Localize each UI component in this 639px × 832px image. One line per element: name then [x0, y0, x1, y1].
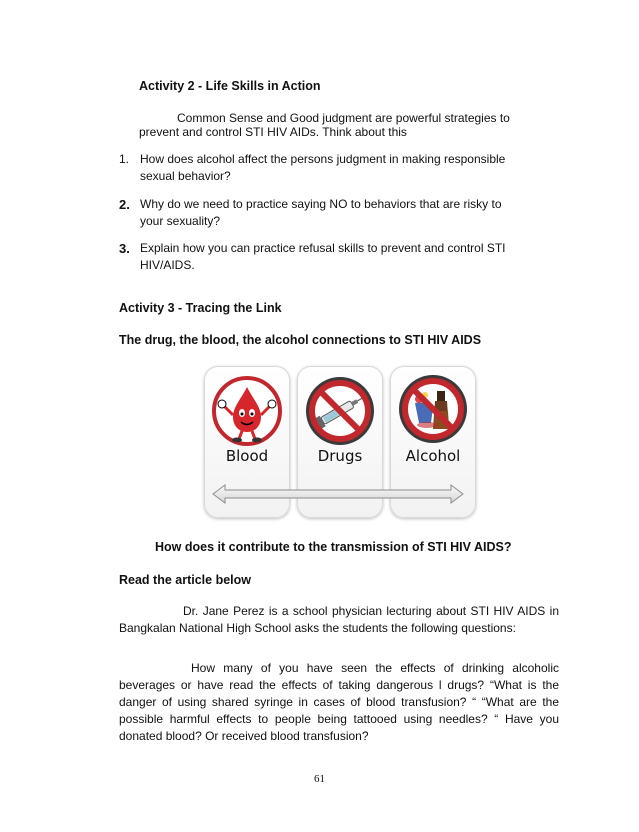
contribution-question: How does it contribute to the transmission of STI HIV AIDS?: [155, 540, 512, 554]
question-item: [140, 240, 560, 274]
question-line: your sexuality?: [140, 214, 221, 228]
question-line: HIV/AIDS.: [140, 258, 195, 272]
item-number: 3.: [119, 241, 130, 256]
article-paragraph-2: How many of you have seen the effects of drinking alcoholic beverages or have read the effects of taking dangerous l drugs? “What is the danger of using shared syringe in cases of blood transfusion? “ “What are the possible harmful effects to people being tattooed using needles? “ Have you donated blood? Or received blood transfusion?: [119, 661, 559, 743]
question-item: [140, 151, 560, 185]
activity2-intro-line1: Common Sense and Good judgment are powerful strategies to: [177, 111, 510, 125]
question-line: sexual behavior?: [140, 169, 231, 183]
article-paragraph-1: Dr. Jane Perez is a school physician lecturing about STI HIV AIDS in Bangkalan National High School asks the students the following questions:: [119, 604, 559, 635]
activity2-intro-line2: prevent and control STI HIV AIDs. Think about this: [139, 125, 407, 139]
question-line: Explain how you can practice refusal skills to prevent and control STI: [140, 241, 506, 255]
no-syringe-icon: [304, 375, 376, 447]
page-number: 61: [314, 773, 325, 785]
no-alcohol-icon: [397, 373, 469, 445]
link-diagram: [204, 366, 474, 520]
panel-label-drugs: Drugs: [317, 447, 363, 465]
item-number: 2.: [119, 197, 130, 212]
panel-label-alcohol: Alcohol: [405, 447, 461, 465]
activity3-title: Activity 3 - Tracing the Link: [119, 301, 282, 315]
double-arrow-icon: [212, 484, 464, 504]
activity3-subtitle: The drug, the blood, the alcohol connections to STI HIV AIDS: [119, 333, 482, 347]
question-line: How does alcohol affect the persons judgment in making responsible: [140, 152, 506, 166]
activity2-title: Activity 2 - Life Skills in Action: [139, 79, 321, 93]
panel-label-blood: Blood: [225, 447, 269, 465]
blood-drop-icon: [211, 375, 283, 447]
item-number: 1.: [119, 152, 130, 166]
question-item: [140, 196, 560, 230]
article-heading: Read the article below: [119, 573, 251, 587]
question-line: Why do we need to practice saying NO to behaviors that are risky to: [140, 197, 502, 211]
